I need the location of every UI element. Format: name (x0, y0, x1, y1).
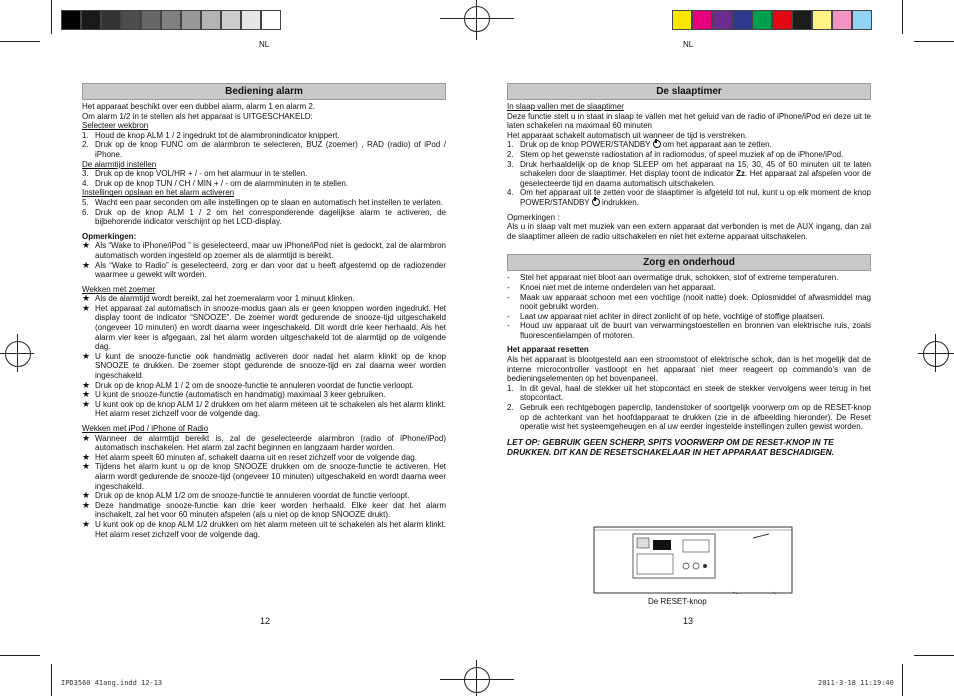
list-item: ★ U kunt de snooze-functie ook handmatig activeren door nadat het alarm klinkt op de knop SNOOZE te drukken. De zoemer stopt gedurende de snooze-tijd en zal daarna weer worden ingeschakeld. (82, 350, 446, 381)
list-item: 4. Om het apparaat uit te zetten voor de slaaptimer is afgeteld tot nul, kunt u op elk moment de knop POWER/STANDBY indrukken. (507, 188, 871, 207)
notes-title: Opmerkingen: (82, 231, 137, 241)
color-swatch (61, 10, 81, 30)
list-item: 1. Druk op de knop POWER/STANDBY om het apparaat aan te zetten. (507, 140, 772, 150)
sleep-indicator-icon: Zz (736, 169, 745, 179)
color-swatch (161, 10, 181, 30)
reset-text: Als het apparaat is blootgesteld aan een stroomstoot of elektrische schok, dan is het mogelijk dat de interne microcontroller vastloopt en het apparaat niet meer reageert op commando’s van de bedieningselementen op het bovenpaneel. (507, 355, 871, 384)
star-icon: ★ (82, 518, 91, 529)
section-header-alarm: Bediening alarm (82, 83, 446, 100)
color-swatch (832, 10, 852, 30)
list-item: 2. Stem op het gewenste radiostation af in radiomodus, of speel muziek af op de iPhone/iPod. (507, 149, 844, 159)
star-icon: ★ (82, 379, 91, 390)
color-swatch (672, 10, 692, 30)
list-item: ★ Druk op de knop ALM 1 / 2 om de snooze-functie te annuleren voordat de functie verloopt. (82, 379, 414, 390)
footer-date: 2011-3-18 11:19:40 (818, 679, 894, 687)
grayscale-swatches (61, 10, 281, 30)
list-item: - Houd uw apparaat uit de buurt van verwarmingstoestellen en bronnen van elektrische ruis, zoals fluorescentielampen of motoren. (507, 321, 871, 340)
subheading-save-activate: Instellingen opslaan en het alarm activeren (82, 188, 235, 198)
list-item: 5. Wacht een paar seconden om alle instellingen op te slaan en automatisch het instellen te verlaten. (82, 197, 443, 207)
list-item: ★ Als “Wake to iPhone/iPod ” is geselecteerd, maar uw iPhone/iPod niet is gedockt, zal de alarmbron automatisch worden ingesteld op zoemer als de alarmtijd is bereikt. (82, 240, 446, 260)
star-icon: ★ (82, 451, 91, 462)
registration-mark-right (923, 341, 949, 367)
list-item: 2. Druk op de knop FUNC om de alarmbron te selecteren, BUZ (zoemer) , RAD (radio) of iPod / iPhone. (82, 140, 446, 159)
list-item: ★ Druk op de knop ALM 1/2 om de snooze-functie te annuleren voordat de functie verloopt. (82, 490, 410, 501)
color-swatch (772, 10, 792, 30)
list-item: - Knoei niet met de interne onderdelen van het apparaat. (507, 282, 716, 292)
list-item: 2. Gebruik een rechtgebogen paperclip, tandenstoker of soortgelijk voorwerp om op de RESET-knop op de achterkant van het hoofdapparaat te drukken (zie in de afbeelding hieronder). De Reset operatie wist het systeemgeheugen en al uw eerder ingestelde instellingen zullen gewist worden. (507, 403, 871, 432)
footer-filename: IPD3560 41ang.indd 12-13 (61, 679, 163, 687)
list-item: ★ U kunt ook op de knop ALM 1/ 2 drukken om het alarm meteen uit te schakelen als het alarm klinkt. Het alarm reset zichzelf voor de volgende dag. (82, 398, 446, 419)
color-swatch (241, 10, 261, 30)
list-item: 3. Druk herhaaldelijk op de knop SLEEP om het apparaat na 15, 30, 45 of 60 minuten uit te laten schakelen door de slaaptimer. Het display toont de indicator Zz. Het apparaat zal afspelen voor de geselecteerde tijd en daarna automatisch uitschakelen. (507, 159, 871, 188)
steps-alarm-time (82, 169, 446, 188)
color-swatch (101, 10, 121, 30)
steps-alarm-source (82, 131, 446, 160)
star-icon: ★ (82, 490, 91, 501)
power-icon (592, 198, 600, 206)
care-list (507, 273, 871, 340)
sleep-intro-2: Het apparaat schakelt automatisch uit wanneer de tijd is verstreken. (507, 130, 748, 140)
color-swatch (712, 10, 732, 30)
color-swatch (181, 10, 201, 30)
page-number-left: 12 (260, 616, 271, 626)
list-item: ★ Het alarm speelt 60 minuten af, schakelt daarna uit en reset zichzelf voor de volgende dag. (82, 451, 417, 462)
list-item: - Maak uw apparaat schoon met een vochtige (nooit natte) doek. Oplosmiddel of afwasmiddel mag nooit gebruikt worden. (507, 292, 871, 312)
warning-text: LET OP: GEBRUIK GEEN SCHERP, SPITS VOORWERP OM DE RESET-KNOP IN TE DRUKKEN. DIT KAN DE RESETSCHAKELAAR IN HET APPARAAT BESCHADIGEN. (507, 436, 834, 457)
intro-line: Het apparaat beschikt over een dubbel alarm, alarm 1 en alarm 2. (82, 102, 316, 111)
device-rear-illustration (593, 524, 793, 594)
color-swatch (121, 10, 141, 30)
star-icon: ★ (82, 389, 91, 400)
list-item: ★ Deze handmatige snooze-functie kan drie keer worden herhaald. Elke keer dat het alarm inschakelt, zal het voor 60 minuten afspelen (als u niet op de knop SNOOZE drukt). (82, 499, 446, 520)
power-icon (653, 140, 661, 148)
color-swatch (201, 10, 221, 30)
color-swatch (732, 10, 752, 30)
sleep-intro: Deze functie stelt u in staat in slaap te vallen met het geluid van de radio of iPhone/iPod en deze uit te laten schakelen na maximaal 60 minuten (507, 111, 871, 131)
left-column (82, 83, 446, 539)
figure-caption: De RESET-knop (648, 597, 707, 606)
star-icon: ★ (82, 432, 91, 443)
registration-mark-left (5, 341, 31, 367)
steps-save-activate (82, 198, 446, 227)
list-item: 1. In dit geval, haal de stekker uit het stopcontact en steek de stekker vervolgens weer terug in het stopcontact. (507, 383, 871, 403)
color-swatch (812, 10, 832, 30)
notes-list (82, 241, 446, 279)
color-swatches (672, 10, 872, 30)
subheading-alarm-time: De alarmtijd instellen (82, 159, 157, 169)
color-swatch (852, 10, 872, 30)
section-header-care: Zorg en onderhoud (507, 254, 871, 271)
list-item: ★ Tijdens het alarm kunt u op de knop SNOOZE drukken om de snooze-functie te activeren. Het alarm wordt gedurende de snooze-tijd (ongeveer 10 minuten) uitgeschakeld en wordt daarna weer ingeschakeld. (82, 461, 446, 491)
intro-line: Om alarm 1/2 in te stellen als het apparaat is UITGESCHAKELD: (82, 111, 313, 121)
radio-list (82, 434, 446, 540)
section-header-sleep-timer: De slaaptimer (507, 83, 871, 100)
reset-steps (507, 384, 871, 432)
star-icon: ★ (82, 259, 91, 270)
list-item: 6. Druk op de knop ALM 1 / 2 om het corresponderende dagelijkse alarm te activeren, de bijbehorende indicator verschijnt op het LCD-display. (82, 207, 446, 227)
color-swatch (752, 10, 772, 30)
color-swatch (692, 10, 712, 30)
sleep-notes-text: Als u in slaap valt met muziek van een extern apparaat dat verbonden is met de AUX ingang, dan zal de slaaptimer alleen de radio uitschakelen en niet het externe apparaat uitschakelen. (507, 222, 871, 241)
color-swatch (261, 10, 281, 30)
list-item: ★ Als “Wake to Radio” is geselecteerd, zorg er dan voor dat u heeft afgestemd op de radiozender waarmee u gewekt wilt worden. (82, 259, 446, 280)
list-item: ★ U kunt de snooze-functie (automatisch en handmatig) maximaal 3 keer gebruiken. (82, 389, 386, 400)
list-item: 1. Houd de knop ALM 1 / 2 ingedrukt tot de alarmbronindicator knippert. (82, 130, 340, 140)
star-icon: ★ (82, 350, 91, 361)
list-item: - Laat uw apparaat niet achter in direct zonlicht of op hete, vochtige of stoffige plaatsen. (507, 311, 825, 321)
list-item: 4. Druk op de knop TUN / CH / MIN + / - om de alarmminuten in te stellen. (82, 178, 349, 188)
star-icon: ★ (82, 293, 91, 304)
list-item: 3. Druk op de knop VOL/HR + / - om het alarmuur in te stellen. (82, 169, 308, 179)
star-icon: ★ (82, 240, 91, 251)
list-item: ★ Wanneer de alarmtijd bereikt is, zal de geselecteerde alarmbron (radio of iPhone/iPod) automatisch inschakelen. Het alarm zal zacht beginnen en langzaam harder worden. (82, 432, 446, 453)
right-column (507, 83, 871, 457)
sleep-notes-title: Opmerkingen : (507, 212, 560, 222)
list-item: ★ Als de alarmtijd wordt bereikt, zal het zoemeralarm voor 1 minuut klinken. (82, 293, 355, 304)
subheading-ipod-radio: Wekken met iPod / iPhone of Radio (82, 424, 209, 433)
star-icon: ★ (82, 302, 91, 313)
list-item: - Stel het apparaat niet bloot aan overmatige druk, schokken, stof of extreme temperaturen. (507, 273, 839, 283)
reset-title: Het apparaat resetten (507, 345, 589, 355)
color-swatch (81, 10, 101, 30)
language-label-left: NL (259, 40, 270, 49)
star-icon: ★ (82, 461, 91, 472)
sleep-steps (507, 140, 871, 207)
subheading-buzzer: Wekken met zoemer (82, 284, 156, 294)
star-icon: ★ (82, 499, 91, 510)
subheading-sleep: In slaap vallen met de slaaptimer (507, 102, 624, 111)
buzzer-list (82, 294, 446, 419)
color-swatch (141, 10, 161, 30)
registration-mark-bottom (464, 667, 490, 693)
registration-mark-top (464, 6, 490, 32)
language-label-right: NL (683, 40, 694, 49)
page-number-right: 13 (683, 616, 694, 626)
list-item: ★ Het apparaat zal automatisch in snooze-modus gaan als er geen knoppen worden ingedrukt. Het display toont de indicator “SNOOZE”. De zoemer wordt gedurende de snooze-tijd uitgeschakeld (ongeveer 10 minuten) en wordt daarna weer ingeschakeld. Dit wordt drie keer herhaald. Als het alarm vier keer is afgegaan, zal het alarm worden uitgeschakeld tot de alarmtijd op de volgende dag. (82, 302, 446, 352)
color-swatch (221, 10, 241, 30)
subheading-alarm-source: Selecteer wekbron (82, 121, 149, 131)
list-item: ★ U kunt ook op de knop ALM 1/2 drukken om het alarm meteen uit te schakelen als het alarm klinkt. Het alarm reset zichzelf voor de volgende dag. (82, 518, 446, 539)
color-swatch (792, 10, 812, 30)
star-icon: ★ (82, 398, 91, 409)
